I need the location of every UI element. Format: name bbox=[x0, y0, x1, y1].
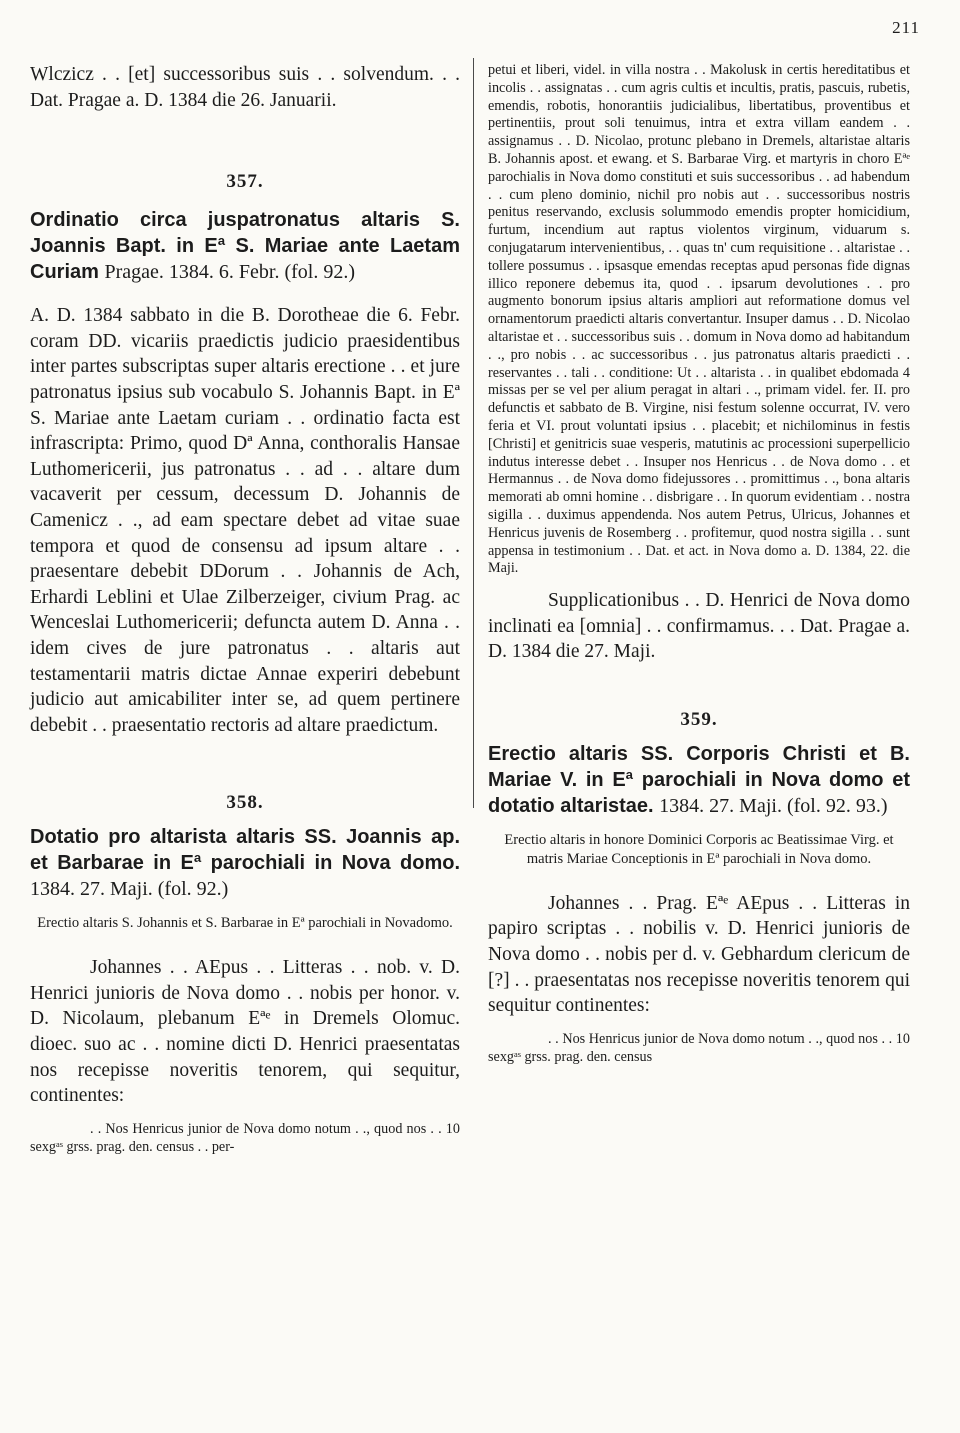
doc-359-title-bold: Erectio altaris SS. Corporis Christi et B. Mariae V. in Eª parochiali in Nova domo et dotatio altaristae. bbox=[488, 742, 910, 817]
doc-358-continuation: petui et liberi, videl. in villa nostra . . Makolusk in certis hereditatibus et incolis . . assignatas . . cum agris cultis et incultis, pratis, pascuis, rubetis, emendis, robotis, honorantiis judicialibus, libertatibus, proventibus et pertinentiis, prout soli tenuimus, intra et extra villam eandem . . assignamus . . D. Nicolao, protunc plebano in Dremels, altaristae altaris B. Johannis apost. et ewang. et S. Barbarae Virg. et martyris in choro Eªᵉ parochialis in Nova domo constituti et suis successoribus . . ad habendum . . cum pleno dominio, nichil pro nobis aut . . successoribus nostris penitus reservando, exclusis solummodo emendis propter homicidium, furtum, incendium aut raptus violentos virginum, viduarum s. conjugatarum intervenientibus, . . quas tn' cum requisitione . . altaristae . . tollere possumus . . ipsasque emendas receptas apud personas fide dignas illico reponere debemus ita, quod . . ipsarum devolutiones . . pro augmento bonorum ipsius altaris ampliori aut reformatione domus vel ornamentorum praedicti altaris convertantur. Insuper damus . . D. Nicolao altaristae et . . successoribus suis . . domum in Nova domo ad habitandum . ., pro nobis . . ac successoribus . . jus patronatus altaris praedicti . . reservantes . . tali . . conditione: Ut . . altarista . . in qualibet ebdomada 4 missas per se vel per alium peragat in altari . ., primam videl. fer. II. pro defunctis et sabbato de B. Virgine, nisi festum solenne occurrat, IV. vero feria et VI. prout voluntati ipsius . . placebit; et nichilominus in festis [Christi] et genitricis suae vesperis, matutinis ac processioni superpellicio indutus interesse debet . . Insuper nos Henricus . . de Nova domo . . et Hermannus . . de Nova domo fidejussores . . promittimus . ., bona altaris memorati ab omni homine . . disbrigare . . In quorum evidentiam . . nostra sigilla . . duximus appendenda. Nos autem Petrus, Ulricus, Johannes et Henricus juvenis de Rosemberg . . profitemur, quod nostra sigilla . . sunt appensa in testimonium . . Dat. et act. in Nova domo a. D. 1384, 22. die Maji. bbox=[488, 62, 910, 577]
doc-359-quote: . . Nos Henricus junior de Nova domo notum . ., quod nos . . 10 sexgᵃˢ grss. prag. den. census bbox=[488, 1030, 910, 1065]
left-column bbox=[30, 62, 460, 1156]
doc-359-title-date: 1384. 27. Maji. (fol. 92. 93.) bbox=[659, 794, 888, 817]
doc-358-number: 358. bbox=[226, 792, 264, 814]
right-column bbox=[488, 62, 910, 1066]
doc-359-body: Johannes . . Prag. Eªᵉ AEpus . . Litteras in papiro scriptas . . nobilis v. D. Henrici junioris de Nova domo . . nobis per d. v. Gebhardum clericum de [?] . . praesentatas nos recepisse noveritis tenorem qui sequitur continentes: bbox=[488, 892, 910, 1017]
doc-358-title-bold: Dotatio pro altarista altaris SS. Joannis ap. et Barbarae in Eª parochiali in Nova domo. bbox=[30, 826, 460, 875]
doc-357-number: 357. bbox=[226, 171, 264, 193]
doc-358-body: Johannes . . AEpus . . Litteras . . nob. v. D. Henrici junioris de Nova domo . . nobis per honor. v. D. Nicolaum, plebanum Eªᵉ in Dremels Olomuc. dioec. suo ac . . nomine dicti D. Henrici praesentatas nos recepisse noveritis tenorem, qui sequitur, continentes: bbox=[30, 957, 460, 1107]
column-divider bbox=[473, 58, 474, 808]
intro-text: Wlczicz . . [et] successoribus suis . . solvendum. . . Dat. Pragae a. D. 1384 die 26. Januarii. bbox=[30, 64, 460, 111]
doc-357-title bbox=[30, 207, 460, 285]
doc-358-title bbox=[30, 824, 460, 902]
doc-359-regest: Erectio altaris in honore Dominici Corporis ac Beatissimae Virg. et matris Mariae Conceptionis in Eª parochiali in Nova domo. bbox=[504, 831, 894, 867]
doc-358-confirmation: Supplicationibus . . D. Henrici de Nova domo inclinati ea [omnia] . . confirmamus. . . Dat. Pragae a. D. 1384 die 27. Maji. bbox=[488, 590, 910, 663]
doc-357-title-bold: Ordinatio circa juspatronatus altaris S. Joannis Bapt. in Eª S. Mariae ante Laetam Curiam bbox=[30, 209, 460, 284]
doc-358-quote: . . Nos Henricus junior de Nova domo notum . ., quod nos . . 10 sexgᵃˢ grss. prag. den. census . . per- bbox=[30, 1120, 460, 1155]
doc-358-title-date: 1384. 27. Maji. (fol. 92.) bbox=[30, 878, 229, 901]
doc-357-body: A. D. 1384 sabbato in die B. Dorotheae die 6. Febr. coram DD. vicariis praedictis judicio praesidentibus inter partes subscriptas super altaris erectione . . et jure patronatus ipsius sub vocabulo S. Johannis Bapt. in Eª S. Mariae ante Laetam curiam . . ordinatio facta est infrascripta: Primo, quod Dª Anna, conthoralis Hansae Luthomericerii, jus patronatus . . ad . . altare dum vacaverit per cessum, decessum D. Johannis de Camenicz . ., ad eam spectare debet ad vitae suae tempora et quod de consensu ad ipsum altare . . praesentare debebit DDorum . . Johannis de Ach, Erhardi Leblini et Ulae Zilberzeiger, civium Prag. ac Wenceslai Luthomericerii; defuncta autem D. Anna . . idem cives de jure patronatus . . altaris aut testamentarii matris dictae Annae experiri debebunt judicio aut amicabiliter inter se, ad quem pertinere debebit . . praesentatio rectoris ad altare praedictum. bbox=[30, 305, 460, 736]
doc-359-number: 359. bbox=[680, 708, 718, 730]
doc-358-regest: Erectio altaris S. Johannis et S. Barbarae in Eª parochiali in Novadomo. bbox=[37, 915, 453, 932]
doc-357-title-date: Pragae. 1384. 6. Febr. (fol. 92.) bbox=[104, 261, 355, 284]
page-number: 211 bbox=[892, 18, 920, 37]
doc-359-title bbox=[488, 741, 910, 819]
